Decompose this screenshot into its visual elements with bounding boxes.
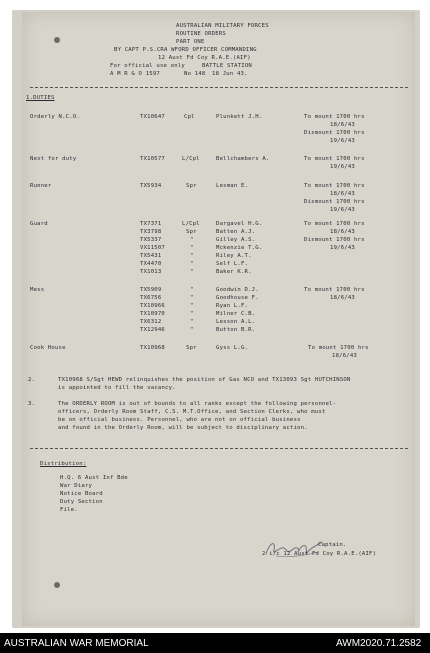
soldier-name: Riley A.T. (216, 253, 252, 259)
header-line: PART ONE (176, 39, 205, 45)
duty-name: Mess (30, 287, 45, 293)
header-line: ROUTINE ORDERS (176, 31, 226, 37)
distribution-item: Duty Section (60, 499, 103, 505)
service-number: TX1013 (140, 269, 162, 275)
remark: 19/6/43 (330, 164, 355, 170)
document-sheet (12, 10, 420, 628)
soldier-name: Gyss L.G. (216, 345, 249, 351)
service-number: VX11507 (140, 245, 165, 251)
punch-hole (54, 37, 60, 43)
rank: L/Cpl (182, 156, 200, 162)
remark: To mount 1700 hrs (304, 183, 365, 189)
service-number: TX10966 (140, 303, 165, 309)
remark: 18/6/43 (330, 229, 355, 235)
soldier-name: Plunkett J.H. (216, 114, 263, 120)
punch-hole (54, 582, 60, 588)
archive-footer (0, 633, 430, 653)
service-number: TX4470 (140, 261, 162, 267)
rank: Spr (186, 229, 197, 235)
duty-name: Guard (30, 221, 48, 227)
remark: To mount 1700 hrs (308, 345, 369, 351)
service-number: TX10577 (140, 156, 165, 162)
service-number: TX6312 (140, 319, 162, 325)
duty-name: Orderly N.C.O. (30, 114, 80, 120)
signature-unit: 2 i/c 12 Aust Fd Coy R.A.E.(AIF) (262, 551, 377, 557)
soldier-name: Lesson A.L. (216, 319, 256, 325)
rank: " (190, 269, 194, 275)
soldier-name: Dargavel H.G. (216, 221, 263, 227)
paragraph-line: The ORDERLY ROOM is out of bounds to all ranks except the following personnel- (58, 401, 337, 407)
divider (30, 87, 408, 88)
duty-name: Cook House (30, 345, 66, 351)
order-date: 18 Jun 43. (212, 71, 248, 77)
paragraph-number: 2. (28, 377, 36, 383)
paper (22, 12, 415, 626)
distribution-item: File. (60, 507, 78, 513)
rank: " (190, 287, 194, 293)
remark: 18/6/43 (330, 122, 355, 128)
rank: Spr (186, 183, 197, 189)
section-title: 1.DUTIES (26, 95, 55, 101)
paragraph-line: TX10968 S/Sgt HEWD relinquishes the position of Gas NCO and TX13093 Sgt HUTCHINSON (58, 377, 351, 383)
rank: " (190, 327, 194, 333)
soldier-name: Self L.F. (216, 261, 249, 267)
paragraph-number: 3. (28, 401, 36, 407)
service-number: TX10647 (140, 114, 165, 120)
soldier-name: Goodwin D.J. (216, 287, 259, 293)
rank: " (190, 261, 194, 267)
soldier-name: Button B.R. (216, 327, 256, 333)
service-number: TX6756 (140, 295, 162, 301)
paragraph-line: officers, Orderly Room Staff, C.S. M.T.Office, and Section Clerks, who must (58, 409, 326, 415)
rank: " (190, 253, 194, 259)
distribution-item: War Diary (60, 483, 93, 489)
remark: To mount 1700 hrs (304, 221, 365, 227)
service-number: TX5431 (140, 253, 162, 259)
remark: 19/6/43 (330, 138, 355, 144)
remark: Dismount 1700 hrs (304, 237, 365, 243)
service-number: TX10970 (140, 311, 165, 317)
remark: To mount 1700 hrs (304, 156, 365, 162)
duty-name: Runner (30, 183, 52, 189)
header-line: BY CAPT P.S.CRA WFORD OFFICER COMMANDING (114, 47, 257, 53)
remark: 18/6/43 (330, 191, 355, 197)
header-line: 12 Aust Fd Coy R.A.E.(AIF) (158, 55, 251, 61)
rank: " (190, 237, 194, 243)
service-number: TX3798 (140, 229, 162, 235)
remark: Dismount 1700 hrs (304, 130, 365, 136)
order-number: No 148 (184, 71, 206, 77)
rank: Cpl (184, 114, 195, 120)
paragraph-line: be on official business. Personnel, who are not on official business (58, 417, 301, 423)
paragraph-line: is appointed to fill the vacancy. (58, 385, 176, 391)
remark: 19/6/43 (330, 245, 355, 251)
distribution-item: Notice Board (60, 491, 103, 497)
rank: " (190, 245, 194, 251)
rank: L/Cpl (182, 221, 200, 227)
service-number: TX7371 (140, 221, 162, 227)
station: BATTLE STATION (202, 63, 252, 69)
rank: " (190, 311, 194, 317)
rank: Spr (186, 345, 197, 351)
signature-role: Captain. (318, 542, 347, 548)
service-number: TX5337 (140, 237, 162, 243)
distribution-item: H.Q. 6 Aust Inf Bde (60, 475, 128, 481)
footer-accession-number: AWM2020.71.2582 (336, 638, 422, 649)
remark: To mount 1700 hrs (304, 287, 365, 293)
rank: " (190, 303, 194, 309)
soldier-name: Bellchambers A. (216, 156, 270, 162)
remark: 19/6/43 (330, 207, 355, 213)
rank: " (190, 319, 194, 325)
official-use: For official use only (110, 63, 185, 69)
service-number: TX5909 (140, 287, 162, 293)
soldier-name: Goodhouse F. (216, 295, 259, 301)
distribution-title: Distribution: (40, 461, 87, 467)
service-number: TX12946 (140, 327, 165, 333)
soldier-name: Milner C.B. (216, 311, 256, 317)
service-number: TX10968 (140, 345, 165, 351)
soldier-name: Lesman E. (216, 183, 249, 189)
remark: 18/6/43 (330, 295, 355, 301)
divider (30, 448, 408, 449)
soldier-name: Ryan L.F. (216, 303, 249, 309)
soldier-name: Mckenzie T.G. (216, 245, 263, 251)
footer-source: AUSTRALIAN WAR MEMORIAL (4, 638, 149, 649)
soldier-name: Gilley A.S. (216, 237, 256, 243)
duty-name: Next for duty (30, 156, 77, 162)
header-line: AUSTRALIAN MILITARY FORCES (176, 23, 269, 29)
reference: A M R & O 1597 (110, 71, 160, 77)
paragraph-line: and found in the Orderly Room, will be subject to disciplinary action. (58, 425, 308, 431)
remark: 18/6/43 (332, 353, 357, 359)
soldier-name: Batten A.J. (216, 229, 256, 235)
rank: " (190, 295, 194, 301)
remark: Dismount 1700 hrs (304, 199, 365, 205)
service-number: TX5934 (140, 183, 162, 189)
remark: To mount 1700 hrs (304, 114, 365, 120)
soldier-name: Baker K.R. (216, 269, 252, 275)
